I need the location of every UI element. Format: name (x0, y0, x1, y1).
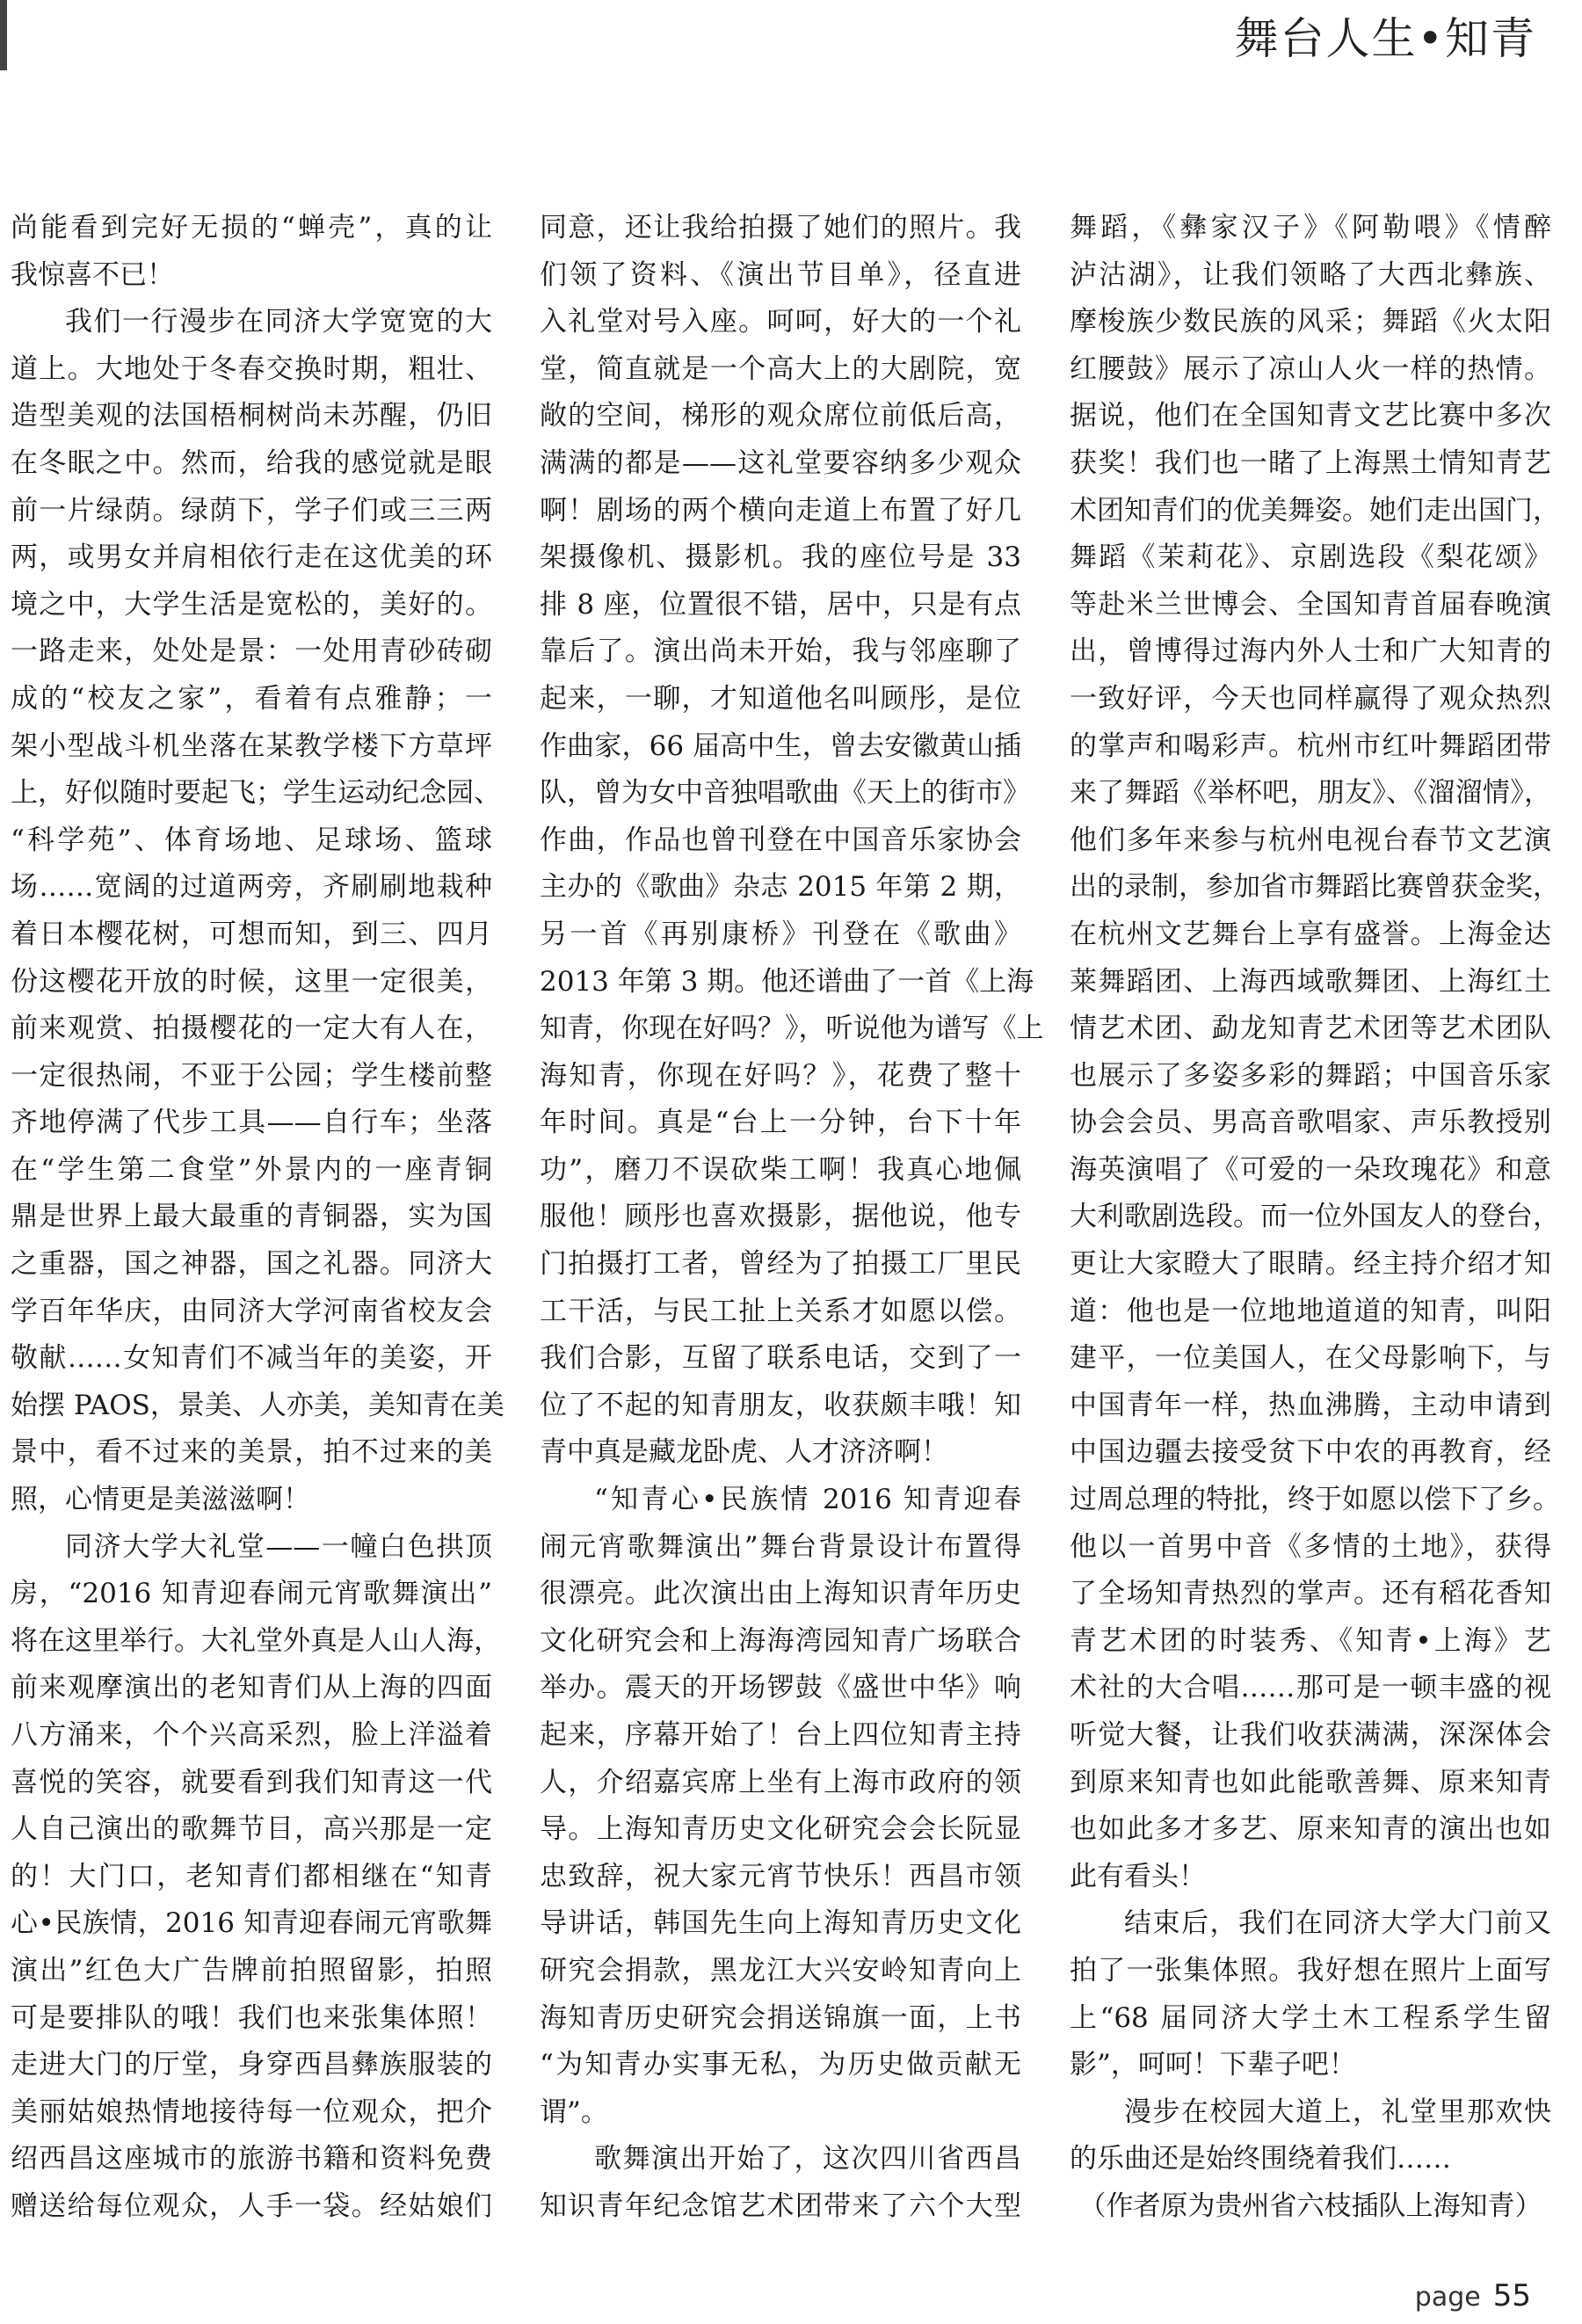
text-line: 他们多年来参与杭州电视台春节文艺演 (1070, 824, 1551, 856)
text-line: 绍西昌这座城市的旅游书籍和资料免费 (11, 2143, 492, 2175)
text-line: 工干活，与民工扯上关系才如愿以偿。 (540, 1295, 1021, 1327)
section-title: 舞台人生•知青 (1234, 13, 1536, 64)
text-line: 演出”红色大广告牌前拍照留影，拍照 (11, 1954, 492, 1986)
text-line: 心•民族情，2016 知青迎春闹元宵歌舞 (11, 1907, 492, 1940)
text-line: 过周总理的特批，终于如愿以偿下了乡。 (1070, 1484, 1560, 1516)
text-line: 场……宽阔的过道两旁，齐刷刷地栽种 (11, 871, 492, 904)
text-line: 之重器，国之神器，国之礼器。同济大 (11, 1248, 492, 1281)
text-line: 靠后了。演出尚未开始，我与邻座聊了 (540, 635, 1021, 668)
text-line: 齐地停满了代步工具——自行车；坐落 (11, 1107, 492, 1139)
text-line: 结束后，我们在同济大学大门前又 (1124, 1907, 1551, 1940)
text-line: 成的“校友之家”，看着有点雅静；一 (11, 682, 492, 715)
article-column-3 (1070, 205, 1560, 2231)
text-line: 导讲话，韩国先生向上海知青历史文化 (540, 1907, 1021, 1940)
text-line: 闹元宵歌舞演出”舞台背景设计布置得 (540, 1530, 1021, 1563)
text-line: 2013 年第 3 期。他还谱曲了一首《上海 (540, 965, 1034, 998)
page-footer (1415, 2278, 1531, 2313)
text-line: 等赴米兰世博会、全国知青首届春晚演 (1070, 588, 1551, 621)
text-line: 摩梭族少数民族的风采；舞蹈《火太阳 (1070, 306, 1551, 338)
text-line: 一定很热闹，不亚于公园；学生楼前整 (11, 1059, 492, 1092)
text-line: 的！大门口，老知青们都相继在“知青 (11, 1860, 492, 1892)
text-line: 很漂亮。此次演出由上海知识青年历史 (540, 1578, 1021, 1610)
text-line: 海知青历史研究会捐送锦旗一面，上书 (540, 2001, 1021, 2034)
text-line: 尚能看到完好无损的“蝉壳”，真的让 (11, 212, 492, 243)
text-line: 前来观赏、拍摄樱花的一定大有人在， (11, 1013, 492, 1045)
text-line: 舞蹈，《彝家汉子》《阿勒喂》《情醉 (1070, 212, 1551, 243)
text-line: 此有看头！ (1070, 1860, 1206, 1892)
text-line: 文化研究会和上海海湾园知青广场联合 (540, 1624, 1021, 1657)
text-line: 走进大门的厅堂，身穿西昌彝族服装的 (11, 2049, 492, 2081)
text-line: 同济大学大礼堂——一幢白色拱顶 (65, 1530, 492, 1563)
text-line: 排 8 座，位置很不错，居中，只是有点 (540, 588, 1021, 621)
page-label: page (1414, 2282, 1481, 2313)
text-line: 歌舞演出开始了，这次四川省西昌 (594, 2143, 1021, 2175)
text-line: 更让大家瞪大了眼睛。经主持介绍才知 (1070, 1248, 1551, 1281)
text-line: 喜悦的笑容，就要看到我们知青这一代 (11, 1766, 492, 1798)
text-line: 上“68 届同济大学土木工程系学生留 (1070, 2001, 1551, 2034)
text-line: 术团知青们的优美舞姿。她们走出国门， (1070, 494, 1560, 527)
text-line: 们领了资料、《演出节目单》，径直进 (540, 258, 1021, 291)
text-line: 建平，一位美国人，在父母影响下，与 (1070, 1342, 1551, 1375)
text-line: 另一首《再别康桥》刊登在《歌曲》 (540, 918, 1021, 950)
text-line: 学百年华庆，由同济大学河南省校友会 (11, 1295, 492, 1327)
text-line: “科学苑”、体育场地、足球场、篮球 (11, 824, 492, 856)
text-line: 照，心情更是美滋滋啊！ (11, 1484, 310, 1516)
text-line: 来了舞蹈《举杯吧，朋友》、《溜溜情》， (1070, 777, 1551, 810)
text-line: 赠送给每位观众，人手一袋。经姑娘们 (11, 2190, 492, 2222)
text-line: 功”，磨刀不误砍柴工啊！我真心地佩 (540, 1153, 1021, 1186)
text-line: 舞蹈《茉莉花》、京剧选段《梨花颂》 (1070, 541, 1551, 574)
text-line: “为知青办实事无私，为历史做贡献无 (540, 2049, 1021, 2081)
text-line: 起来，一聊，才知道他名叫顾彤，是位 (540, 682, 1021, 715)
text-line: 作曲家，66 届高中生，曾去安徽黄山插 (540, 730, 1021, 762)
text-line: 可是要排队的哦！我们也来张集体照！ (11, 2001, 492, 2034)
text-line: 始摆 PAOS，景美、人亦美，美知青在美 (11, 1389, 504, 1421)
text-line: 起来，序幕开始了！台上四位知青主持 (540, 1719, 1021, 1751)
text-line: 青中真是藏龙卧虎、人才济济啊！ (540, 1436, 948, 1469)
text-line: 忠致辞，祝大家元宵节快乐！西昌市领 (540, 1860, 1021, 1892)
text-line: 协会会员、男高音歌唱家、声乐教授别 (1070, 1107, 1551, 1139)
text-line: 出的录制，参加省市舞蹈比赛曾获金奖， (1070, 871, 1560, 904)
text-line: 上，好似随时要起飞；学生运动纪念园、 (11, 777, 501, 810)
text-line: 八方涌来，个个兴高采烈，脸上洋溢着 (11, 1719, 492, 1751)
text-line: 术社的大合唱……那可是一顿丰盛的视 (1070, 1672, 1551, 1704)
text-line: 服他！顾彤也喜欢摄影，据他说，他专 (540, 1201, 1021, 1233)
text-line: 出，曾博得过海内外人士和广大知青的 (1070, 635, 1551, 668)
text-line: 知青，你现在好吗？》，听说他为谱写《上 (540, 1013, 1044, 1045)
text-line: 情艺术团、勐龙知青艺术团等艺术团队 (1070, 1013, 1551, 1045)
text-line: 谓”。 (540, 2095, 608, 2128)
article-column-1 (11, 205, 504, 2231)
text-line: 将在这里举行。大礼堂外真是人山人海， (11, 1624, 501, 1657)
text-line: 一致好评，今天也同样赢得了观众热烈 (1070, 682, 1551, 715)
header-accent-bar (0, 0, 7, 70)
text-line: 敞的空间，梯形的观众席位前低后高， (540, 400, 1021, 432)
text-line: 道：他也是一位地地道道的知青，叫阳 (1070, 1295, 1551, 1327)
text-line: 莱舞蹈团、上海西域歌舞团、上海红土 (1070, 965, 1551, 998)
text-line: 两，或男女并肩相依行走在这优美的环 (11, 541, 492, 574)
text-line: 我惊喜不已！ (11, 258, 174, 291)
text-line: 满满的都是——这礼堂要容纳多少观众 (540, 447, 1021, 479)
page-number: 55 (1492, 2278, 1531, 2313)
text-line: 研究会捐款，黑龙江大兴安岭知青向上 (540, 1954, 1021, 1986)
text-line: 到原来知青也如此能歌善舞、原来知青 (1070, 1766, 1551, 1798)
text-line: 堂，简直就是一个高大上的大剧院，宽 (540, 352, 1021, 385)
text-line: 人，介绍嘉宾席上坐有上海市政府的领 (540, 1766, 1021, 1798)
text-line: 在冬眠之中。然而，给我的感觉就是眼 (11, 447, 492, 479)
text-line: 美丽姑娘热情地接待每一位观众，把介 (11, 2095, 492, 2128)
text-line: 主办的《歌曲》杂志 2015 年第 2 期， (540, 871, 1021, 904)
text-line: 在杭州文艺舞台上享有盛誉。上海金达 (1070, 918, 1551, 950)
text-line: 门拍摄打工者，曾经为了拍摄工厂里民 (540, 1248, 1021, 1281)
text-line: 前一片绿荫。绿荫下，学子们或三三两 (11, 494, 492, 527)
text-line: 我们合影，互留了联系电话，交到了一 (540, 1342, 1021, 1375)
text-line: 份这樱花开放的时候，这里一定很美， (11, 965, 492, 998)
text-line: 一路走来，处处是景：一处用青砂砖砌 (11, 635, 492, 668)
text-line: 中国青年一样，热血沸腾，主动申请到 (1070, 1389, 1551, 1421)
text-line: 同意，还让我给拍摄了她们的照片。我 (540, 212, 1021, 243)
text-line: 景中，看不过来的美景，拍不过来的美 (11, 1436, 492, 1469)
text-line: 人自己演出的歌舞节目，高兴那是一定 (11, 1813, 492, 1846)
text-line: 海知青，你现在好吗？》，花费了整十 (540, 1059, 1021, 1092)
text-line: 鼎是世界上最大最重的青铜器，实为国 (11, 1201, 492, 1233)
text-line: 他以一首男中音《多情的土地》，获得 (1070, 1530, 1551, 1563)
text-line: 也如此多才多艺、原来知青的演出也如 (1070, 1813, 1551, 1846)
text-line: 听觉大餐，让我们收获满满，深深体会 (1070, 1719, 1551, 1751)
text-line: 房，“2016 知青迎春闹元宵歌舞演出” (11, 1578, 492, 1610)
article-column-2 (540, 205, 1044, 2231)
text-line: “知青心•民族情 2016 知青迎春 (594, 1484, 1021, 1516)
text-line: 道上。大地处于冬春交换时期，粗壮、 (11, 352, 492, 385)
text-line: 海英演唱了《可爱的一朵玫瑰花》和意 (1070, 1153, 1551, 1186)
text-line: 架小型战斗机坐落在某教学楼下方草坪 (11, 730, 492, 762)
text-line: 位了不起的知青朋友，收获颇丰哦！知 (540, 1389, 1021, 1421)
text-line: 架摄像机、摄影机。我的座位号是 33 (540, 541, 1021, 574)
text-line: 我们一行漫步在同济大学宽宽的大 (65, 306, 492, 338)
author-note: （作者原为贵州省六枝插队上海知青） (1078, 2190, 1542, 2222)
text-line: 啊！剧场的两个横向走道上布置了好几 (540, 494, 1021, 527)
text-line: 获奖！我们也一睹了上海黑土情知青艺 (1070, 447, 1551, 479)
text-line: 的掌声和喝彩声。杭州市红叶舞蹈团带 (1070, 730, 1551, 762)
text-line: 举办。震天的开场锣鼓《盛世中华》响 (540, 1672, 1021, 1704)
text-line: 作曲，作品也曾刊登在中国音乐家协会 (540, 824, 1021, 856)
text-line: 泸沽湖》，让我们领略了大西北彝族、 (1070, 258, 1551, 291)
text-line: 了全场知青热烈的掌声。还有稻花香知 (1070, 1578, 1551, 1610)
text-line: 也展示了多姿多彩的舞蹈；中国音乐家 (1070, 1059, 1551, 1092)
text-line: 影”，呵呵！下辈子吧！ (1070, 2049, 1356, 2081)
text-line: 敬献……女知青们不减当年的美姿，开 (11, 1342, 492, 1375)
text-line: 境之中，大学生活是宽松的，美好的。 (11, 588, 492, 621)
text-line: 中国边疆去接受贫下中农的再教育，经 (1070, 1436, 1551, 1469)
text-line: 拍了一张集体照。我好想在照片上面写 (1070, 1954, 1551, 1986)
text-line: 青艺术团的时装秀、《知青•上海》艺 (1070, 1624, 1551, 1657)
text-line: 知识青年纪念馆艺术团带来了六个大型 (540, 2190, 1021, 2222)
text-line: 造型美观的法国梧桐树尚未苏醒，仍旧 (11, 400, 492, 432)
text-line: 年时间。真是“台上一分钟，台下十年 (540, 1107, 1021, 1139)
text-line: 着日本樱花树，可想而知，到三、四月 (11, 918, 492, 950)
text-line: 据说，他们在全国知青文艺比赛中多次 (1070, 400, 1551, 432)
text-line: 在“学生第二食堂”外景内的一座青铜 (11, 1153, 492, 1186)
text-line: 红腰鼓》展示了凉山人火一样的热情。 (1070, 352, 1551, 385)
text-line: 导。上海知青历史文化研究会会长阮显 (540, 1813, 1021, 1846)
text-line: 前来观摩演出的老知青们从上海的四面 (11, 1672, 492, 1704)
text-line: 队，曾为女中音独唱歌曲《天上的街市》 (540, 777, 1030, 810)
text-line: 漫步在校园大道上，礼堂里那欢快 (1124, 2095, 1551, 2128)
text-line: 的乐曲还是始终围绕着我们…… (1070, 2143, 1451, 2175)
text-line: 大利歌剧选段。而一位外国友人的登台， (1070, 1201, 1560, 1233)
text-line: 入礼堂对号入座。呵呵，好大的一个礼 (540, 306, 1021, 338)
